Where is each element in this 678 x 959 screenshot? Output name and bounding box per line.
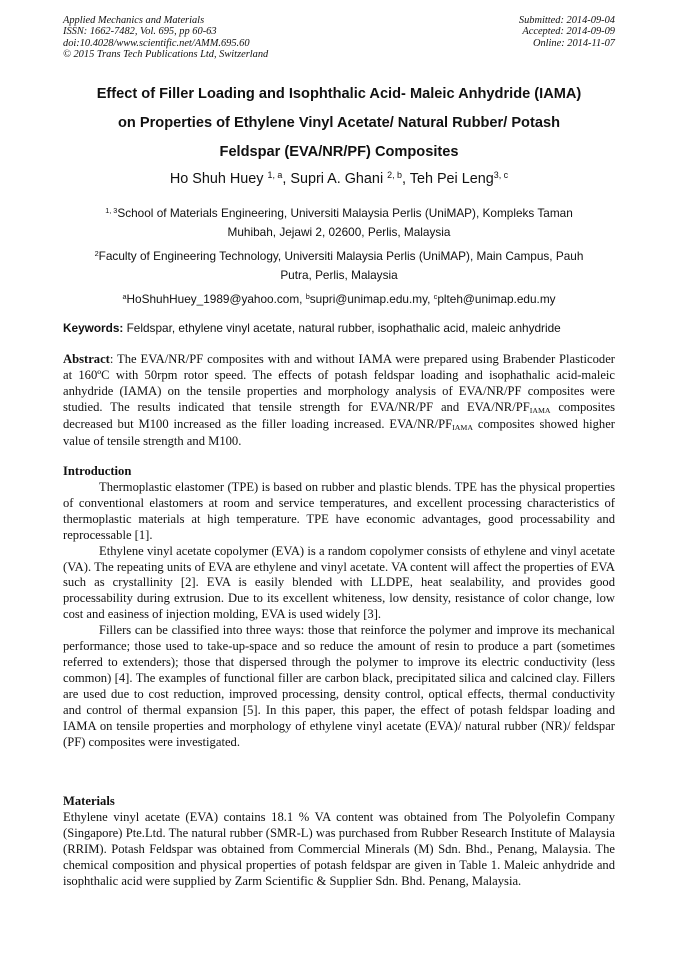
issn-line: ISSN: 1662-7482, Vol. 695, pp 60-63 xyxy=(63,26,217,38)
affiliation-text: Muhibah, Jejawi 2, 02600, Perlis, Malaysia xyxy=(227,224,451,239)
title-line: Effect of Filler Loading and Isophthalic Acid- Maleic Anhydride (IAMA) xyxy=(96,86,582,102)
email-superscript: b xyxy=(305,291,310,301)
email-address[interactable]: supri@unimap.edu.my xyxy=(309,292,428,306)
introduction-heading: Introduction xyxy=(63,464,132,478)
journal-name: Applied Mechanics and Materials xyxy=(63,15,205,26)
abstract-section xyxy=(63,352,615,449)
materials-heading: Materials xyxy=(63,794,115,808)
affiliation-superscript: 1, 3 xyxy=(105,205,118,215)
keywords-label: Keywords: xyxy=(63,321,124,335)
paragraph: Ethylene vinyl acetate copolymer (EVA) is a random copolymer consists of ethylene and vinyl acetate (VA). The repeating units of EVA are ethylene and vinyl acetate. VA content will affect the properties of EVA such as crystallinity [2]. EVA is easily blended with LLDPE, heat sealability, and provides good processability during extrusion. Due to its excellent whiteness, low density, resistance of color change, low cost and easiness of injection molding, EVA is used widely [3]. xyxy=(63,543,615,622)
email-list: $^a$HoShuhHuey_1989@yahoo.com, $^b$supri@unimap.edu.my, $^c$plteh@unimap.edu.my xyxy=(122,291,556,306)
abstract-text: composites decreased but M100 increased as the filler loading increased. EVA/NR/PF xyxy=(63,399,615,431)
title-line: on Properties of Ethylene Vinyl Acetate/ Natural Rubber/ Potash xyxy=(118,115,560,131)
affiliation-text: Faculty of Engineering Technology, Universiti Malaysia Perlis (UniMAP), Main Campus, Pauh xyxy=(98,249,584,263)
abstract-text: : The EVA/NR/PF composites with and without IAMA were prepared using Brabender Plasticoder at 160ºC with 50rpm rotor speed. The effects of potash feldspar loading and isophathalic acid-maleic anhydride (IAMA) on the tensile properties and morphology analysis of EVA/NR/PF composites were studied. The results indicated that tensile strength for EVA/NR/PF and EVA/NR/PF xyxy=(63,352,615,414)
paragraph: Ethylene vinyl acetate (EVA) contains 18.1 % VA content was obtained from The Polyolefin Company (Singapore) Pte.Ltd. The natural rubber (SMR-L) was purchased from Rubber Research Institute of Malaysia (RRIM). Potash Feldspar was obtained from Commercial Minerals (M) Sdn. Bhd., Penang, Malaysia. The chemical composition and physical properties of potash feldspar are given in Table 1. Maleic anhydride and isophthalic acid were supplied by Zarm Scientific & Supplier Sdn. Bhd. Penang, Malaysia. xyxy=(63,810,615,888)
journal-info xyxy=(63,15,268,60)
online-date: Online: 2014-11-07 xyxy=(532,37,615,49)
affiliation-2 xyxy=(60,248,618,284)
affiliation-text: School of Materials Engineering, Universiti Malaysia Perlis (UniMAP), Kompleks Taman xyxy=(117,206,573,220)
submitted-date: Submitted: 2014-09-04 xyxy=(518,15,615,26)
keywords-line xyxy=(63,321,561,335)
email-address[interactable]: plteh@unimap.edu.my xyxy=(437,292,556,306)
subscript: IAMA xyxy=(529,406,551,416)
publication-dates xyxy=(519,15,615,49)
email-superscript: c xyxy=(433,291,438,301)
author-superscript: 1, a xyxy=(267,170,283,181)
keywords-text: Feldspar, ethylene vinyl acetate, natural rubber, isophathalic acid, maleic anhydride xyxy=(126,321,561,335)
affiliation-1 xyxy=(60,205,618,241)
paragraph: Fillers can be classified into three ways: those that reinforce the polymer and improve its mechanical performance; those used to take-up-space and so reduce the amount of resin to produce a part (sometimes referred to extenders); those that dispersed through the polymer to improve its electric conductivity (less common) [4]. The examples of functional filler are carbon black, precipitated silica and calcined clay. Fillers are used due to cost reduction, improved processing, density control, optical effects, thermal conductivity and control of thermal expansion [5]. In this paper, this paper, the effect of potash feldspar loading and IAMA on tensile properties and morphology of ethylene vinyl acetate (EVA)/ natural rubber (NR)/ feldspar (PF) composites were investigated. xyxy=(63,623,615,749)
email-superscript: a xyxy=(122,291,127,301)
paper-title xyxy=(52,80,626,167)
email-address[interactable]: HoShuhHuey_1989@yahoo.com xyxy=(126,292,300,306)
materials-section xyxy=(63,810,615,890)
introduction-section xyxy=(63,480,615,750)
author-name: Supri A. Ghani xyxy=(290,171,384,187)
accepted-date: Accepted: 2014-09-09 xyxy=(522,26,615,38)
title-line: Feldspar (EVA/NR/PF) Composites xyxy=(219,144,459,160)
author-name: Ho Shuh Huey xyxy=(169,171,264,187)
author-name: Teh Pei Leng xyxy=(409,171,494,187)
affiliation-text: Putra, Perlis, Malaysia xyxy=(280,267,398,282)
author-list: Ho Shuh Huey $^{1, a}$, Supri A. Ghani $^{2, b}$, Teh Pei Leng$^{3, c}$ xyxy=(169,170,509,187)
affiliation-superscript: 2 xyxy=(94,248,99,258)
author-superscript: 2, b xyxy=(387,170,402,181)
doi-line: doi:10.4028/www.scientific.net/AMM.695.60 xyxy=(63,37,250,49)
paragraph: Thermoplastic elastomer (TPE) is based on rubber and plastic blends. TPE has the physical properties of conventional elastomers at room and service temperatures, and excellent processing characteristics of thermoplastic materials at high temperature. TPE have economic advantages, good processability and reprocessable [1]. xyxy=(63,480,615,542)
abstract-text: composites showed higher value of tensile strength and M100. xyxy=(63,416,616,448)
copyright-line: © 2015 Trans Tech Publications Ltd, Switzerland xyxy=(63,48,269,60)
author-superscript: 3, c xyxy=(493,170,509,181)
subscript: IAMA xyxy=(452,422,473,432)
abstract-label: Abstract xyxy=(63,352,110,366)
